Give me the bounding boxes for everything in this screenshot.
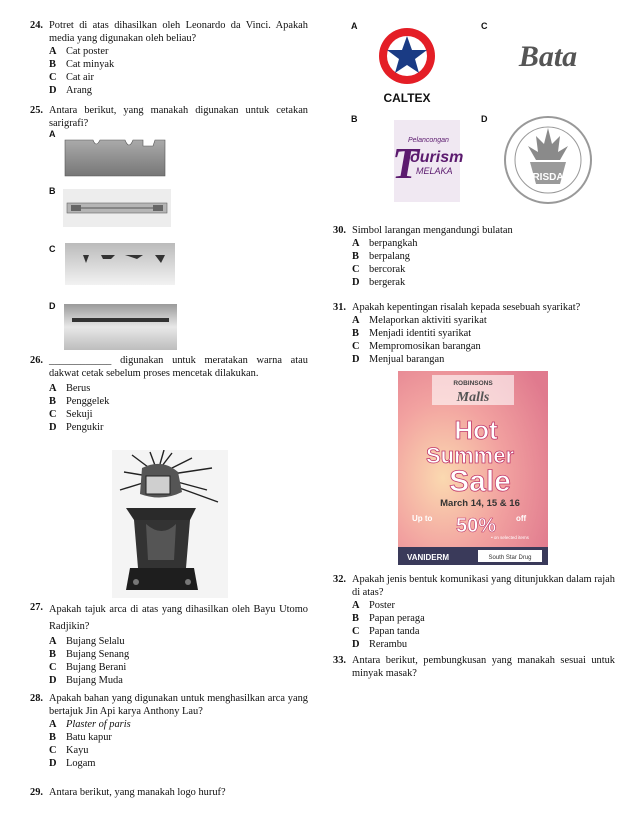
options-28 [49,718,308,770]
question-text: Apakah jenis bentuk komunikasi yang ditunjukkan dalam rajah di atas? [352,574,615,598]
poster-sale: Sale [449,465,511,498]
question-number: 25. [30,105,43,116]
option-b[interactable]: B Bujang Senang [49,649,130,660]
option-d[interactable]: D Arang [49,85,92,96]
logo-label-c: C [481,21,488,31]
question-text: Antara berikut, yang manakah logo huruf? [49,787,226,798]
option-d[interactable]: D Menjual barangan [352,354,445,365]
tourism-caption: Pelancongan [408,137,449,144]
question-text: digunakan untuk meratakan warna atau dakwat cetak sebelum proses mencetak dilakukan. [49,355,308,379]
option-d[interactable]: D bergerak [352,277,406,288]
poster-summer: Summer [425,443,515,468]
risda-logo[interactable] [498,114,598,206]
option-b[interactable]: B berpalang [352,251,410,262]
option-a[interactable]: A berpangkah [352,238,418,249]
question-25 [30,104,308,130]
screen-print-tool-c[interactable] [65,243,175,285]
option-b[interactable]: B Papan peraga [352,613,425,624]
logo-label-d: D [481,114,488,124]
question-28 [30,692,308,770]
question-32 [333,573,615,651]
poster-off: off [516,514,527,523]
question-26 [30,354,308,434]
question-number: 29. [30,787,43,798]
risda-wordmark: RISDA [532,172,564,183]
bata-wordmark: Bata [518,40,578,73]
caltex-logo[interactable] [372,22,442,106]
option-b[interactable]: B Menjadi identiti syarikat [352,328,472,339]
option-a[interactable]: A Melaporkan aktiviti syarikat [352,315,487,326]
option-d[interactable]: D Logam [49,758,96,769]
screen-print-tool-a[interactable] [63,134,168,178]
poster-brand-top: ROBINSONS [453,380,493,387]
options-32 [352,599,615,651]
options-24 [49,45,308,97]
question-number: 27. [30,602,43,613]
bata-logo[interactable] [495,36,601,74]
caltex-wordmark: CALTEX [383,91,431,105]
option-a[interactable]: A Bujang Selalu [49,636,125,647]
option-c[interactable]: C Papan tanda [352,626,420,637]
option-c[interactable]: C Kayu [49,745,89,756]
option-a[interactable]: A Poster [352,600,395,611]
poster-sponsor-1: VANIDERM [406,553,450,562]
question-31 [333,301,615,366]
option-a[interactable]: A Berus [49,383,91,394]
options-31 [352,314,615,366]
poster-brand-main: Malls [456,390,490,405]
sale-poster[interactable] [398,371,548,565]
question-text: Apakah kepentingan risalah kepada sesebuah syarikat? [352,302,581,313]
question-text: Antara berikut, yang manakah digunakan untuk cetakan sarigrafi? [49,105,308,129]
poster-dates: March 14, 15 & 16 [440,498,520,509]
screen-print-tool-d[interactable] [64,304,177,350]
poster-percent: 50% [456,515,497,537]
tourism-melaka-logo[interactable] [372,118,464,204]
poster-hot: Hot [454,415,498,445]
screen-print-tool-b[interactable] [63,189,171,227]
question-text: Simbol larangan mengandungi bulatan [352,225,513,236]
option-a[interactable]: A Plaster of paris [49,719,131,730]
question-number: 28. [30,693,43,704]
option-c[interactable]: C Sekuji [49,409,93,420]
tourism-wordmark: ourism [410,149,464,166]
option-c[interactable]: C Bujang Berani [49,662,127,673]
poster-selected: • on selected items [491,535,529,540]
option-d[interactable]: D Bujang Muda [49,675,123,686]
question-27 [30,601,308,687]
figure-label-a: A [49,129,56,139]
figure-label-c: C [49,244,56,254]
figure-label-b: B [49,186,56,196]
answer-blank: ____________ [49,355,112,366]
poster-upto: Up to [412,514,433,523]
option-c[interactable]: C Cat air [49,72,94,83]
options-27 [49,635,308,687]
question-33 [333,654,615,680]
option-d[interactable]: D Pengukir [49,422,104,433]
option-c[interactable]: C Mempromosikan barangan [352,341,481,352]
question-24 [30,19,308,97]
question-text: Apakah bahan yang digunakan untuk menghasilkan arca yang bertajuk Jin Api karya Anthony Lau? [49,693,308,717]
figure-label-d: D [49,301,56,311]
option-b[interactable]: B Cat minyak [49,59,115,70]
question-number: 26. [30,355,43,366]
question-text: Apakah tajuk arca di atas yang dihasilkan oleh Bayu Utomo Radjikin? [49,604,308,632]
question-text: Antara berikut, pembungkusan yang manakah sesuai untuk minyak masak? [352,655,615,679]
question-number: 24. [30,20,43,31]
tourism-letter: T [392,139,419,188]
melaka-wordmark: MELAKA [416,166,453,176]
question-30 [333,224,615,289]
question-number: 30. [333,225,346,236]
option-a[interactable]: A Cat poster [49,46,109,57]
option-b[interactable]: B Batu kapur [49,732,112,743]
options-30 [352,237,615,289]
question-number: 31. [333,302,346,313]
question-number: 32. [333,574,346,585]
logo-label-b: B [351,114,358,124]
options-26 [49,382,308,434]
option-c[interactable]: C bercorak [352,264,406,275]
poster-sponsor-2: South Star Drug [488,555,532,561]
logo-label-a: A [351,21,358,31]
option-d[interactable]: D Rerambu [352,639,408,650]
sculpture-image [112,450,228,598]
question-29 [30,786,308,799]
question-number: 33. [333,655,346,666]
question-text: Potret di atas dihasilkan oleh Leonardo da Vinci. Apakah media yang digunakan oleh beliau? [49,20,308,44]
option-b[interactable]: B Penggelek [49,396,110,407]
